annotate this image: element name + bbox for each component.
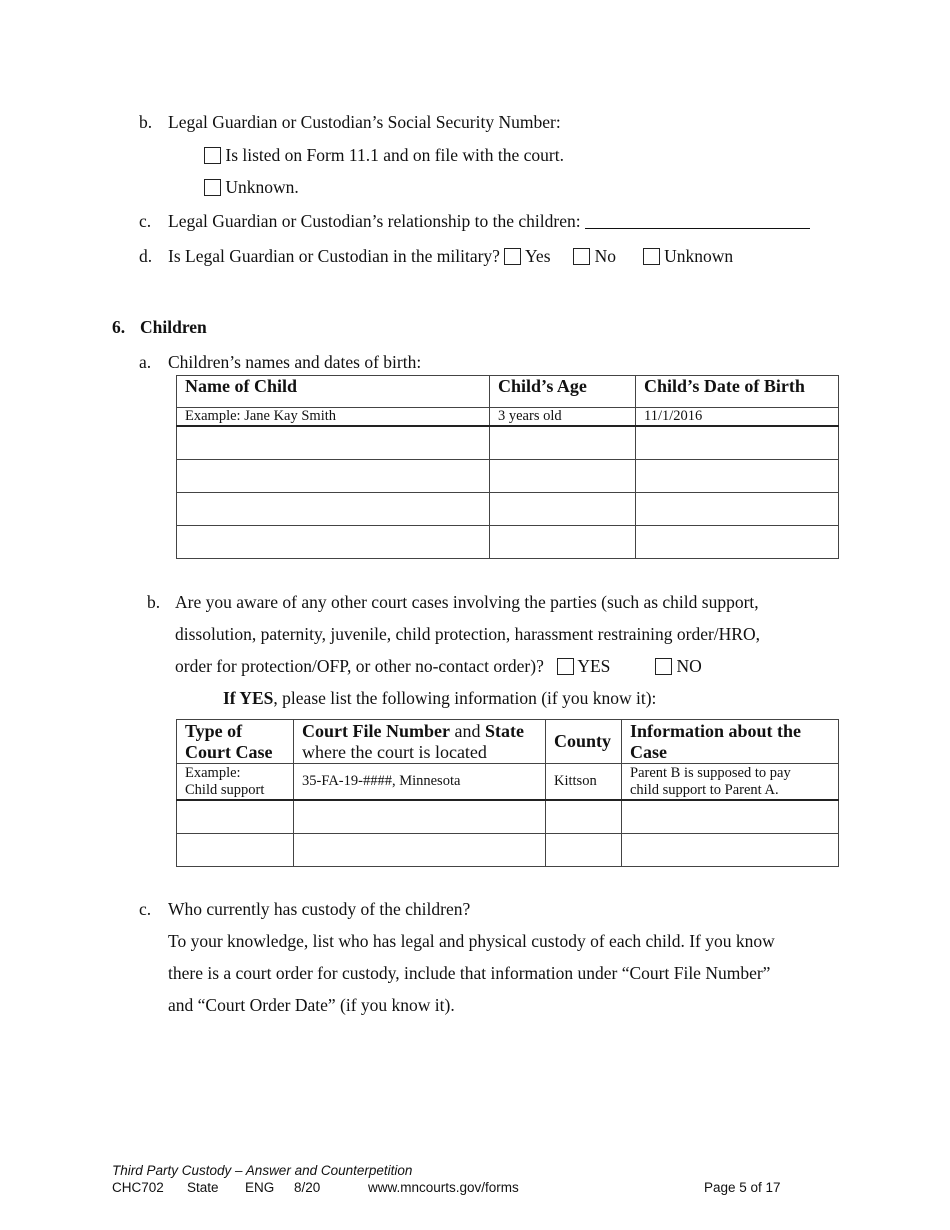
item-5b-letter: b. [139, 112, 153, 132]
custody-instructions-line-3: and “Court Order Date” (if you know it). [168, 995, 455, 1015]
header-county: County [546, 720, 622, 764]
child-name-cell[interactable] [177, 459, 490, 492]
table-row [177, 459, 839, 492]
other-cases-line-1: Are you aware of any other court cases involving the parties (such as child support, [175, 592, 759, 612]
header-type-line-2: Court Case [185, 742, 273, 762]
case-info-cell[interactable] [622, 800, 839, 833]
children-names-label: Children’s names and dates of birth: [168, 352, 422, 372]
ssn-listed-option [204, 145, 564, 166]
example-child-dob: 11/1/2016 [636, 408, 839, 427]
case-county-cell[interactable] [546, 800, 622, 833]
case-info-cell[interactable] [622, 833, 839, 866]
case-county-cell[interactable] [546, 833, 622, 866]
example-case-type: Example: Child support [177, 764, 294, 801]
other-cases-yes-label: YES [577, 656, 611, 676]
court-cases-example-row [177, 764, 839, 801]
custody-question: Who currently has custody of the children? [168, 899, 471, 919]
military-no-checkbox[interactable] [573, 248, 590, 265]
other-cases-line-3 [175, 656, 702, 677]
header-child-dob: Child’s Date of Birth [636, 376, 839, 408]
ssn-unknown-label: Unknown. [225, 177, 299, 197]
table-row [177, 833, 839, 866]
header-info-line-2: Case [630, 742, 667, 762]
custody-instructions-line-2: there is a court order for custody, include that information under “Court File Number” [168, 963, 771, 983]
example-child-name: Example: Jane Kay Smith [177, 408, 490, 427]
ssn-listed-checkbox[interactable] [204, 147, 221, 164]
children-table-header [177, 376, 839, 408]
child-dob-cell[interactable] [636, 459, 839, 492]
item-6c-letter: c. [139, 899, 152, 919]
header-name-of-child: Name of Child [177, 376, 490, 408]
item-5c-letter: c. [139, 211, 152, 231]
case-file-cell[interactable] [294, 800, 546, 833]
item-6a-letter: a. [139, 352, 152, 372]
header-information-about-case [622, 720, 839, 764]
relationship-blank-line[interactable] [585, 212, 810, 229]
child-age-cell[interactable] [490, 459, 636, 492]
child-dob-cell[interactable] [636, 525, 839, 558]
child-age-cell[interactable] [490, 426, 636, 459]
military-unknown-checkbox[interactable] [643, 248, 660, 265]
case-type-cell[interactable] [177, 833, 294, 866]
court-cases-table [176, 719, 839, 867]
footer-state: State [187, 1180, 219, 1195]
military-no-label: No [594, 246, 617, 266]
header-type-of-court-case [177, 720, 294, 764]
item-5d-letter: d. [139, 246, 153, 266]
child-age-cell[interactable] [490, 525, 636, 558]
military-yes-label: Yes [525, 246, 551, 266]
if-yes-instruction [223, 688, 656, 709]
child-name-cell[interactable] [177, 492, 490, 525]
relationship-question [168, 211, 810, 232]
example-county: Kittson [546, 764, 622, 801]
child-name-cell[interactable] [177, 426, 490, 459]
if-yes-rest: , please list the following information (if you know it): [273, 688, 657, 708]
table-row [177, 492, 839, 525]
example-child-age: 3 years old [490, 408, 636, 427]
child-dob-cell[interactable] [636, 492, 839, 525]
footer-form-title: Third Party Custody – Answer and Counterpetition [112, 1163, 413, 1178]
footer-form-code: CHC702 [112, 1180, 164, 1195]
table-row [177, 800, 839, 833]
header-type-line-1: Type of [185, 721, 243, 741]
header-info-line-1: Information about the [630, 721, 802, 741]
other-cases-question-end: order for protection/OFP, or other no-contact order)? [175, 656, 544, 676]
item-6b-letter: b. [147, 592, 161, 612]
header-file-line-2: where the court is located [302, 742, 487, 762]
custody-instructions-line-1: To your knowledge, list who has legal and physical custody of each child. If you know [168, 931, 775, 951]
child-age-cell[interactable] [490, 492, 636, 525]
ssn-listed-label: Is listed on Form 11.1 and on file with the court. [225, 145, 564, 165]
court-cases-header [177, 720, 839, 764]
if-yes-bold: If YES [223, 688, 274, 708]
military-label: Is Legal Guardian or Custodian in the military? [168, 246, 500, 266]
header-court-file-number [294, 720, 546, 764]
other-cases-line-2: dissolution, paternity, juvenile, child protection, harassment restraining order/HRO, [175, 624, 760, 644]
ssn-unknown-option [204, 177, 299, 198]
children-table [176, 375, 839, 559]
example-file-number: 35-FA-19-####, Minnesota [294, 764, 546, 801]
child-name-cell[interactable] [177, 525, 490, 558]
footer-page-number: Page 5 of 17 [704, 1180, 781, 1195]
military-question [168, 246, 733, 267]
child-dob-cell[interactable] [636, 426, 839, 459]
section-6-number: 6. [112, 317, 126, 337]
header-file-line-1: Court File Number and State [302, 721, 524, 741]
section-6-title: Children [140, 317, 207, 337]
example-case-info: Parent B is supposed to pay child support to Parent A. [622, 764, 839, 801]
table-row [177, 426, 839, 459]
other-cases-no-label: NO [676, 656, 702, 676]
footer-url[interactable]: www.mncourts.gov/forms [368, 1180, 519, 1195]
header-child-age: Child’s Age [490, 376, 636, 408]
children-example-row [177, 408, 839, 427]
table-row [177, 525, 839, 558]
military-unknown-label: Unknown [664, 246, 734, 266]
other-cases-yes-checkbox[interactable] [557, 658, 574, 675]
ssn-question: Legal Guardian or Custodian’s Social Security Number: [168, 112, 561, 132]
case-type-cell[interactable] [177, 800, 294, 833]
relationship-label: Legal Guardian or Custodian’s relationship to the children: [168, 211, 581, 231]
footer-revision-date: 8/20 [294, 1180, 321, 1195]
ssn-unknown-checkbox[interactable] [204, 179, 221, 196]
other-cases-no-checkbox[interactable] [655, 658, 672, 675]
case-file-cell[interactable] [294, 833, 546, 866]
military-yes-checkbox[interactable] [504, 248, 521, 265]
footer-language: ENG [245, 1180, 275, 1195]
